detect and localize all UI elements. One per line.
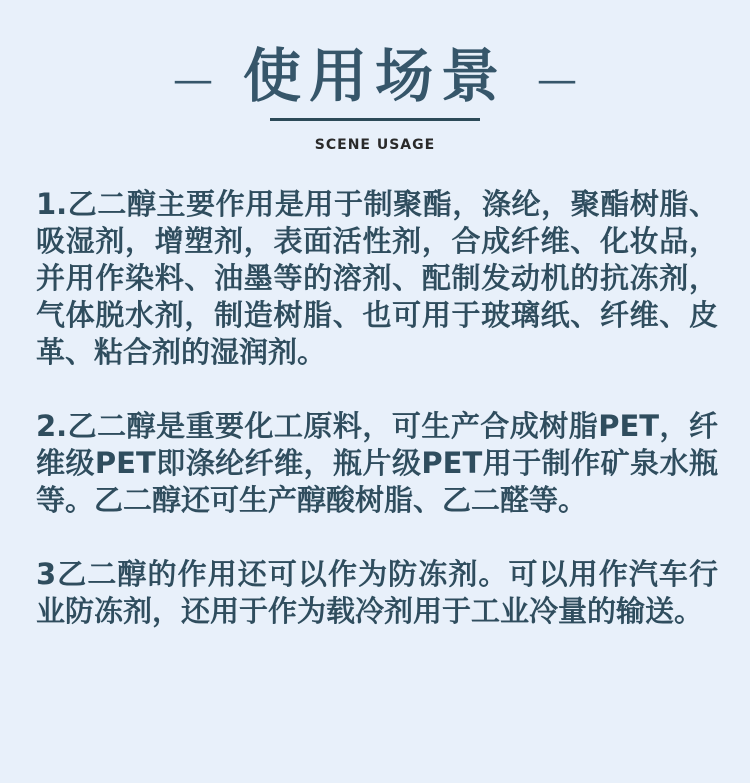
right-dash-decoration: —	[537, 57, 577, 103]
usage-content	[36, 186, 718, 667]
left-dash-decoration: —	[172, 57, 213, 103]
section-header	[0, 0, 750, 170]
page-subtitle: SCENE USAGE	[314, 137, 436, 153]
title-underline	[270, 118, 480, 121]
page-title: 使用场景	[242, 42, 507, 110]
usage-paragraph-1: 1.乙二醇主要作用是用于制聚酯，涤纶，聚酯树脂、吸湿剂，增塑剂，表面活性剂，合成纤维、化妆品，并用作染料、油墨等的溶剂、配制发动机的抗冻剂，气体脱水剂，制造树脂、也可用于玻璃纸、纤维、皮革、粘合剂的湿润剂。	[36, 187, 718, 369]
title-row	[0, 40, 750, 120]
usage-paragraph-2: 2.乙二醇是重要化工原料，可生产合成树脂PET，纤维级PET即涤纶纤维，瓶片级PET用于制作矿泉水瓶等。乙二醇还可生产醇酸树脂、乙二醛等。	[36, 409, 718, 517]
usage-paragraph-3: 3乙二醇的作用还可以作为防冻剂。可以用作汽车行业防冻剂，还用于作为载冷剂用于工业冷量的输送。	[36, 557, 718, 628]
